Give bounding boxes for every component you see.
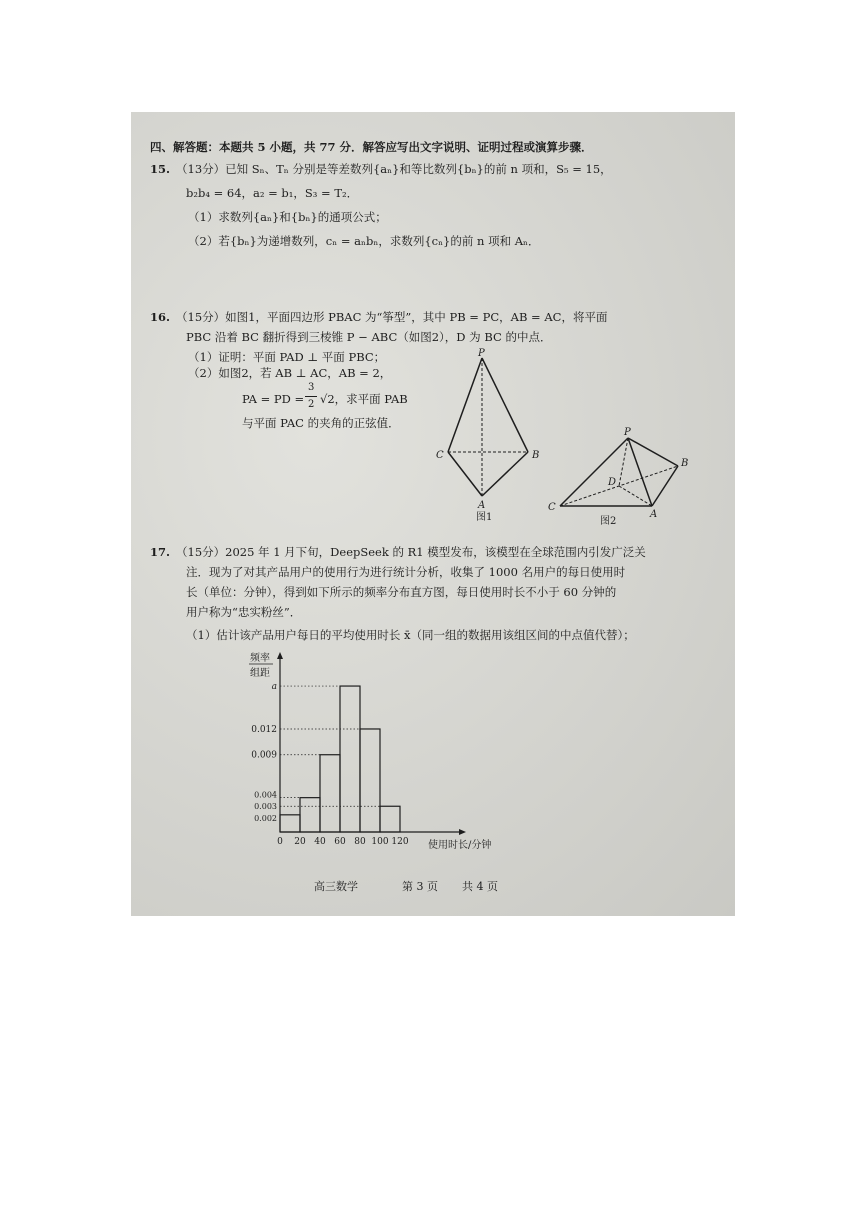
dotted-reference-lines <box>280 686 380 815</box>
fig1-label-B: B <box>532 450 540 461</box>
q15-line1: （13分）已知 Sₙ、Tₙ 分别是等差数列{aₙ}和等比数列{bₙ}的前 n 项和，S₅ = 15， <box>176 162 612 176</box>
histogram-bar-40-60 <box>320 755 340 832</box>
frequency-histogram <box>240 650 500 850</box>
fig1-caption: 图1 <box>476 512 493 523</box>
q16-part2c: 与平面 PAC 的夹角的正弦值． <box>242 416 400 430</box>
x-axis-label: 使用时长/分钟 <box>428 840 492 850</box>
q17-line4: 用户称为“忠实粉丝”． <box>186 605 302 619</box>
histogram-bar-0-20 <box>280 815 300 832</box>
x-tick-label-60: 60 <box>334 837 346 847</box>
q17-line3: 长（单位：分钟），得到如下所示的频率分布直方图，每日使用时长不小于 60 分钟的 <box>186 585 617 599</box>
figure1-kite <box>448 358 528 496</box>
footer-total: 共 4 页 <box>462 880 498 893</box>
fig2-label-B: B <box>681 458 689 469</box>
x-tick-label-20: 20 <box>294 837 306 847</box>
q15-part1: （1）求数列{aₙ}和{bₙ}的通项公式； <box>188 210 387 224</box>
q15-line2: b₂b₄ = 64，a₂ = b₁，S₃ = T₂． <box>186 186 359 200</box>
histogram-bars <box>280 686 400 832</box>
x-tick-labels <box>277 837 409 847</box>
y-axis-label-bottom: 组距 <box>250 668 270 679</box>
y-tick-label-4: 0.003 <box>254 802 277 812</box>
fig1-label-A: A <box>478 500 486 511</box>
section-heading: 四、解答题：本题共 5 小题，共 77 分．解答应写出文字说明、证明过程或演算步骤． <box>150 140 593 154</box>
fraction-numerator: 3 <box>308 382 315 393</box>
q16-line2: PBC 沿着 BC 翻折得到三棱锥 P − ABC（如图2），D 为 BC 的中点． <box>186 330 552 344</box>
fig2-label-P: P <box>624 427 631 438</box>
histogram-bar-20-40 <box>300 798 320 832</box>
q16-part1: （1）证明：平面 PAD ⊥ 平面 PBC； <box>188 350 386 364</box>
q17-part1: （1）估计该产品用户每日的平均使用时长 x̄（同一组的数据用该组区间的中点值代替）； <box>186 628 635 642</box>
q16-part2b-right: √2，求平面 PAB <box>320 392 408 406</box>
fig2-label-D: D <box>608 477 617 488</box>
fig2-label-C: C <box>548 502 556 513</box>
x-tick-label-80: 80 <box>354 837 366 847</box>
y-tick-label-5: 0.002 <box>254 813 277 823</box>
y-axis-label-top: 频率 <box>250 653 270 664</box>
x-tick-label-40: 40 <box>314 837 326 847</box>
q16-number: 16. <box>150 310 171 324</box>
q16-line1: （15分）如图1，平面四边形 PBAC 为“筝型”，其中 PB = PC，AB = AC，将平面 <box>176 310 608 324</box>
q16-part2b-left: PA = PD = <box>242 392 305 406</box>
figure2-tetrahedron <box>560 438 678 506</box>
fraction-bar <box>305 396 317 397</box>
q15-part2: （2）若{bₙ}为递增数列，cₙ = aₙbₙ，求数列{cₙ}的前 n 项和 Aₙ． <box>188 234 540 248</box>
fig1-label-P: P <box>478 348 485 359</box>
y-tick-label-2: 0.009 <box>251 750 277 761</box>
footer-subject: 高三数学 <box>314 880 358 893</box>
fig2-label-A: A <box>650 509 658 520</box>
fig1-label-C: C <box>436 450 444 461</box>
q17-number: 17. <box>150 545 171 559</box>
x-tick-label-100: 100 <box>371 837 389 847</box>
histogram-bar-60-80 <box>340 686 360 832</box>
y-tick-label-0: a <box>271 682 277 693</box>
y-tick-labels <box>251 682 277 823</box>
q16-part2a: （2）如图2，若 AB ⊥ AC，AB = 2， <box>188 366 392 380</box>
y-tick-label-1: 0.012 <box>251 724 277 735</box>
q16-figures <box>420 340 710 530</box>
histogram-bar-80-100 <box>360 729 380 832</box>
q17-line1: （15分）2025 年 1 月下旬，DeepSeek 的 R1 模型发布，该模型在全球范围内引发广泛关 <box>176 545 646 559</box>
q15-number: 15. <box>150 162 171 176</box>
histogram-bar-100-120 <box>380 806 400 832</box>
fraction-denominator: 2 <box>308 399 315 410</box>
y-tick-label-3: 0.004 <box>254 790 277 800</box>
x-axis-arrow <box>459 829 466 835</box>
x-tick-label-0: 0 <box>277 837 283 847</box>
fig2-caption: 图2 <box>600 516 617 527</box>
footer-page: 第 3 页 <box>402 880 438 893</box>
q17-line2: 注．现为了对其产品用户的使用行为进行统计分析，收集了 1000 名用户的每日使用时 <box>186 565 626 579</box>
y-axis-arrow <box>277 652 283 659</box>
x-tick-label-120: 120 <box>391 837 409 847</box>
